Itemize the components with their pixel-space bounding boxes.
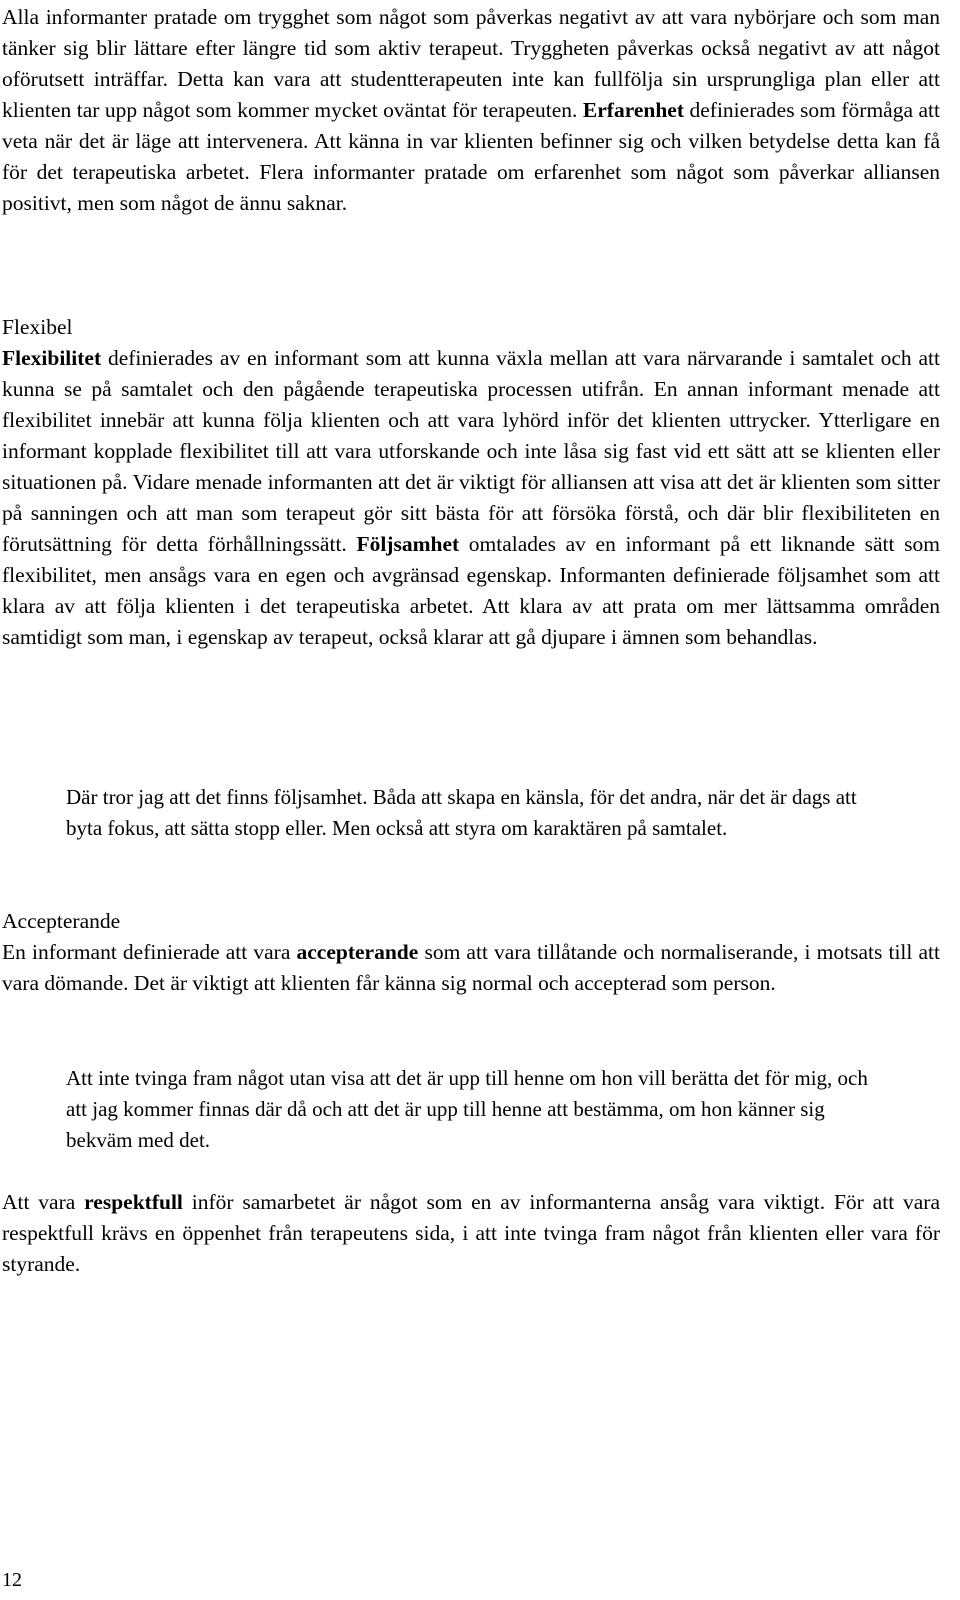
term-flexibilitet: Flexibilitet bbox=[2, 346, 102, 370]
paragraph-text: omtalades av en informant på ett liknande sätt som flexibilitet, men ansågs vara en egen och avgränsad egenskap. Informanten definierade följsamhet som att klara av att följa klienten i det terapeutiska arbetet. Att klara av att prata om mer lättsamma områden samtidigt som man, i egenskap av terapeut, också klarar att gå djupare i ämnen som behandlas. bbox=[2, 532, 940, 649]
paragraph-text: Att vara bbox=[2, 1190, 85, 1214]
paragraph-text: inför samarbetet är något som en av informanterna ansåg vara viktigt. För att vara respektfull krävs en öppenhet från terapeutens sida, i att inte tvinga fram något från klienten eller vara för styrande. bbox=[2, 1190, 940, 1276]
block-quote-foljsamhet: Där tror jag att det finns följsamhet. Båda att skapa en känsla, för det andra, när det är dags att byta fokus, att sätta stopp eller. Men också att styra om karaktären på samtalet. bbox=[66, 785, 857, 840]
paragraph-text: definierades av en informant som att kunna växla mellan att vara närvarande i samtalet och att kunna se på samtalet och den pågående terapeutiska processen utifrån. En annan informant menade att flexibilitet innebär att kunna följa klienten och att vara lyhörd inför det klienten uttrycker. Ytterligare en informant kopplade flexibilitet till att vara utforskande och inte låsa sig fast vid ett sätt att se klienten eller situationen på. Vidare menade informanten att det är viktigt för alliansen att visa att det är klienten som sitter på sanningen och att man som terapeut gör sitt bästa för att försöka förstå, och där blir flexibiliteten en förutsättning för detta förhållningssätt. bbox=[2, 346, 940, 556]
paragraph-text: En informant definierade att vara bbox=[2, 940, 297, 964]
paragraph-text: Alla informanter pratade om trygghet som något som påverkas negativt av att vara nybörjare och som man tänker sig blir lättare efter längre tid som aktiv terapeut. Tryggheten påverkas också negativt av att något oförutsett inträffar. Detta kan vara att studentterapeuten inte kan fullfölja sin ursprungliga plan eller att klienten tar upp något som kommer mycket oväntat för terapeuten. bbox=[2, 5, 940, 122]
section-heading-flexibel: Flexibel bbox=[2, 315, 73, 339]
term-accepterande: accepterande bbox=[296, 940, 419, 964]
paragraph-respektfull bbox=[2, 1187, 940, 1280]
section-heading-accepterande: Accepterande bbox=[2, 909, 121, 933]
block-quote-accepterande: Att inte tvinga fram något utan visa att det är upp till henne om hon vill berätta det för mig, och att jag kommer finnas där då och att det är upp till henne att bestämma, om hon känner sig bekväm med det. bbox=[66, 1066, 868, 1152]
term-foljsamhet: Följsamhet bbox=[356, 532, 460, 556]
page-number: 12 bbox=[2, 1569, 22, 1591]
term-erfarenhet: Erfarenhet bbox=[582, 98, 685, 122]
paragraph-flexibilitet bbox=[2, 343, 940, 653]
paragraph-text: definierades som förmåga att veta när det är läge att intervenera. Att känna in var klienten befinner sig och vilken betydelse detta kan få för det terapeutiska arbetet. Flera informanter pratade om erfarenhet som något som påverkar alliansen positivt, men som något de ännu saknar. bbox=[2, 98, 940, 215]
term-respektfull: respektfull bbox=[84, 1190, 183, 1214]
paragraph-trygghet bbox=[2, 2, 940, 219]
paragraph-text: som att vara tillåtande och normaliserande, i motsats till att vara dömande. Det är viktigt att klienten får känna sig normal och accepterad som person. bbox=[2, 940, 940, 995]
paragraph-accepterande bbox=[2, 937, 940, 999]
